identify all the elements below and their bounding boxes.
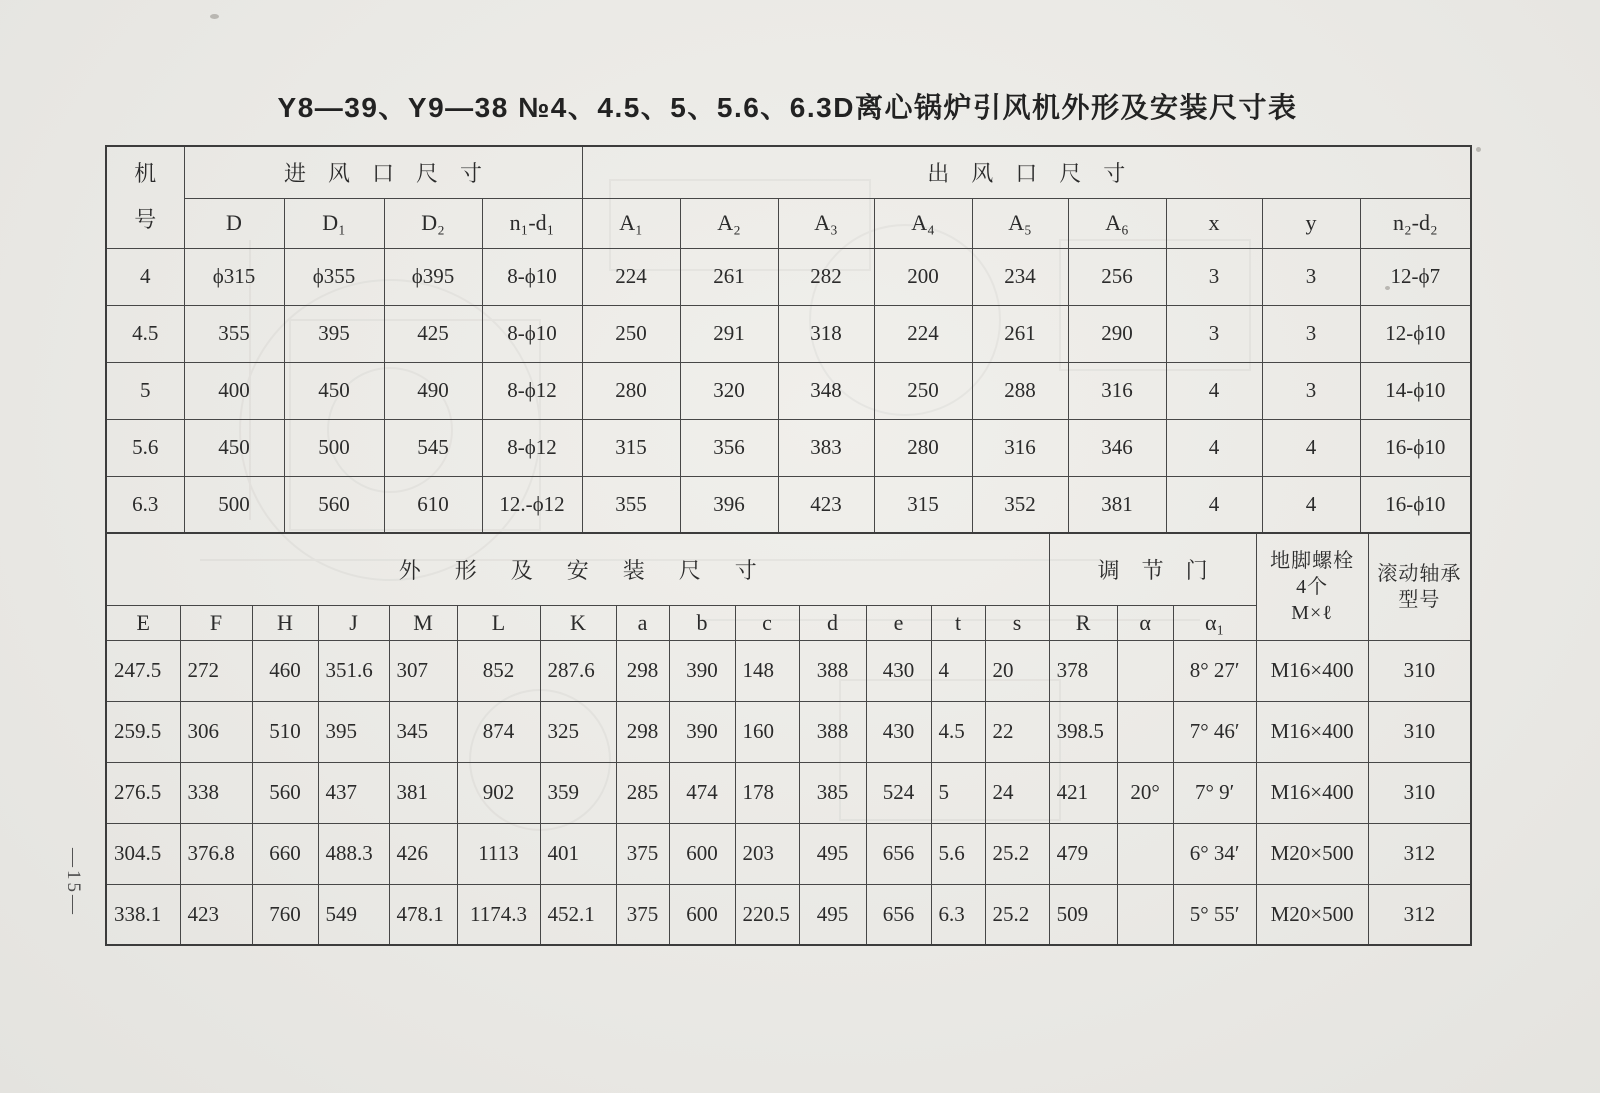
dimension-cell: 346 bbox=[1068, 419, 1166, 476]
dimension-cell: 315 bbox=[874, 476, 972, 533]
dimension-cell: 401 bbox=[540, 823, 616, 884]
table-row bbox=[106, 701, 1471, 762]
dimension-cell: 421 bbox=[1049, 762, 1117, 823]
scan-speck bbox=[210, 14, 219, 19]
anchor-bolt-header-line: M×ℓ bbox=[1291, 601, 1333, 624]
column-header: n₁-d₁ bbox=[482, 198, 582, 248]
dimension-cell: 426 bbox=[389, 823, 457, 884]
outlet-group-header: 出风口尺寸 bbox=[582, 146, 1471, 198]
dimension-cell: 256 bbox=[1068, 248, 1166, 305]
column-header: A₃ bbox=[778, 198, 874, 248]
dimension-cell: 234 bbox=[972, 248, 1068, 305]
dimension-cell: 560 bbox=[252, 762, 318, 823]
damper-group-header: 调节门 bbox=[1049, 533, 1256, 605]
dimension-cell: 423 bbox=[778, 476, 874, 533]
dimension-cell: 902 bbox=[457, 762, 540, 823]
dimension-cell: 4 bbox=[931, 640, 985, 701]
column-header: y bbox=[1262, 198, 1360, 248]
column-header: A₁ bbox=[582, 198, 680, 248]
dimension-cell: 348 bbox=[778, 362, 874, 419]
dimension-cell: 224 bbox=[874, 305, 972, 362]
dimension-cell: 282 bbox=[778, 248, 874, 305]
dimension-cell: 16-ϕ10 bbox=[1360, 419, 1471, 476]
dimension-cell: 500 bbox=[184, 476, 284, 533]
dimension-cell: 396 bbox=[680, 476, 778, 533]
dimension-cell: 280 bbox=[582, 362, 680, 419]
dimension-cell: 247.5 bbox=[106, 640, 180, 701]
machine-no-header-line: 机 bbox=[134, 161, 157, 187]
dimension-cell: 355 bbox=[582, 476, 680, 533]
bearing-model-header-line: 型号 bbox=[1398, 588, 1441, 611]
column-header: d bbox=[799, 605, 866, 640]
dimension-cell: 4 bbox=[1262, 476, 1360, 533]
dimension-cell: 6.3 bbox=[931, 884, 985, 945]
dimension-cell: 280 bbox=[874, 419, 972, 476]
column-header: e bbox=[866, 605, 931, 640]
dimension-cell: 22 bbox=[985, 701, 1049, 762]
dimension-cell: 488.3 bbox=[318, 823, 389, 884]
column-header: R bbox=[1049, 605, 1117, 640]
dimension-cell: 355 bbox=[184, 305, 284, 362]
dimension-cell: 250 bbox=[582, 305, 680, 362]
dimension-cell bbox=[1117, 884, 1173, 945]
dimension-cell: 549 bbox=[318, 884, 389, 945]
table-row bbox=[106, 762, 1471, 823]
column-header: n₂-d₂ bbox=[1360, 198, 1471, 248]
dimension-cell: 351.6 bbox=[318, 640, 389, 701]
dimension-cell: 4.5 bbox=[931, 701, 985, 762]
dimension-cell: 285 bbox=[616, 762, 669, 823]
dimension-cell: 310 bbox=[1368, 701, 1471, 762]
dimension-cell: 560 bbox=[284, 476, 384, 533]
column-header: a bbox=[616, 605, 669, 640]
dimension-cell: 325 bbox=[540, 701, 616, 762]
machine-no-cell: 4 bbox=[106, 248, 184, 305]
dimension-cell: 272 bbox=[180, 640, 252, 701]
dimension-cell: 356 bbox=[680, 419, 778, 476]
dimension-cell bbox=[1117, 823, 1173, 884]
column-header: K bbox=[540, 605, 616, 640]
anchor-bolt-header-line: 4个 bbox=[1296, 575, 1329, 598]
anchor-bolt-header bbox=[1256, 533, 1368, 640]
dimension-cell: 310 bbox=[1368, 640, 1471, 701]
dimension-cell: 12.-ϕ12 bbox=[482, 476, 582, 533]
dimension-cell: 385 bbox=[799, 762, 866, 823]
dimension-cell: 500 bbox=[284, 419, 384, 476]
dimension-cell: 425 bbox=[384, 305, 482, 362]
column-header: E bbox=[106, 605, 180, 640]
column-header: α bbox=[1117, 605, 1173, 640]
dimension-cell: 495 bbox=[799, 823, 866, 884]
dimension-cell: 4 bbox=[1166, 419, 1262, 476]
dimension-cell: 203 bbox=[735, 823, 799, 884]
dimension-cell: 298 bbox=[616, 640, 669, 701]
page-title: Y8—39、Y9—38 №4、4.5、5、5.6、6.3D离心锅炉引风机外形及安装尺寸表 bbox=[277, 92, 1298, 123]
dimension-cell: 352 bbox=[972, 476, 1068, 533]
dimension-cell: 24 bbox=[985, 762, 1049, 823]
dimension-cell: 8-ϕ10 bbox=[482, 305, 582, 362]
column-header: L bbox=[457, 605, 540, 640]
dimension-cell: 318 bbox=[778, 305, 874, 362]
dimension-cell: 345 bbox=[389, 701, 457, 762]
table-row bbox=[106, 419, 1471, 476]
column-header: b bbox=[669, 605, 735, 640]
table-row bbox=[106, 640, 1471, 701]
dimension-cell: ϕ315 bbox=[184, 248, 284, 305]
dimension-cell: 479 bbox=[1049, 823, 1117, 884]
column-header: F bbox=[180, 605, 252, 640]
dimension-cell: 545 bbox=[384, 419, 482, 476]
dimension-cell: 220.5 bbox=[735, 884, 799, 945]
dimension-cell: 312 bbox=[1368, 884, 1471, 945]
dimension-cell: 5.6 bbox=[931, 823, 985, 884]
table-row bbox=[106, 305, 1471, 362]
page-number: —15— bbox=[63, 848, 84, 917]
dimension-cell: 600 bbox=[669, 823, 735, 884]
dimension-cell: 7° 9′ bbox=[1173, 762, 1256, 823]
dimension-cell: 656 bbox=[866, 884, 931, 945]
dimension-cell: 261 bbox=[680, 248, 778, 305]
machine-no-cell: 5 bbox=[106, 362, 184, 419]
dimension-cell: M20×500 bbox=[1256, 823, 1368, 884]
column-header: D bbox=[184, 198, 284, 248]
dimension-cell: 288 bbox=[972, 362, 1068, 419]
dimension-cell: 359 bbox=[540, 762, 616, 823]
dimension-cell: 20° bbox=[1117, 762, 1173, 823]
dimension-cell: 316 bbox=[972, 419, 1068, 476]
column-header: H bbox=[252, 605, 318, 640]
dimension-cell: 375 bbox=[616, 884, 669, 945]
dimension-cell: 375 bbox=[616, 823, 669, 884]
inlet-group-header: 进风口尺寸 bbox=[184, 146, 582, 198]
dimension-cell: 310 bbox=[1368, 762, 1471, 823]
table-row bbox=[106, 884, 1471, 945]
dimension-cell: 423 bbox=[180, 884, 252, 945]
dimension-cell: 4 bbox=[1166, 476, 1262, 533]
dimension-cell: 383 bbox=[778, 419, 874, 476]
dimension-cell: M16×400 bbox=[1256, 762, 1368, 823]
column-header: c bbox=[735, 605, 799, 640]
table-row bbox=[106, 476, 1471, 533]
outline-group-header: 外形及安装尺寸 bbox=[106, 533, 1049, 605]
column-header: A₂ bbox=[680, 198, 778, 248]
dimension-cell: 395 bbox=[284, 305, 384, 362]
dimension-cell: 12-ϕ10 bbox=[1360, 305, 1471, 362]
column-header: A₄ bbox=[874, 198, 972, 248]
dimension-cell: 6° 34′ bbox=[1173, 823, 1256, 884]
dimension-cell: 852 bbox=[457, 640, 540, 701]
dimension-cell: 304.5 bbox=[106, 823, 180, 884]
dimension-cell: 378 bbox=[1049, 640, 1117, 701]
dimension-cell: 298 bbox=[616, 701, 669, 762]
dimension-cell: 276.5 bbox=[106, 762, 180, 823]
dimension-cell: 610 bbox=[384, 476, 482, 533]
dimension-cell: 478.1 bbox=[389, 884, 457, 945]
machine-no-cell: 6.3 bbox=[106, 476, 184, 533]
bearing-model-header bbox=[1368, 533, 1471, 640]
dimension-cell: ϕ355 bbox=[284, 248, 384, 305]
dimension-cell: 250 bbox=[874, 362, 972, 419]
column-header: A₆ bbox=[1068, 198, 1166, 248]
dimension-cell: M16×400 bbox=[1256, 640, 1368, 701]
dimension-cell: 452.1 bbox=[540, 884, 616, 945]
inlet-outlet-dimensions-table bbox=[105, 145, 1472, 534]
dimension-cell: 25.2 bbox=[985, 823, 1049, 884]
dimension-cell: 320 bbox=[680, 362, 778, 419]
scan-speck bbox=[1476, 147, 1481, 152]
dimension-cell: 5° 55′ bbox=[1173, 884, 1256, 945]
dimension-cell: 437 bbox=[318, 762, 389, 823]
dimension-cell: 390 bbox=[669, 640, 735, 701]
dimension-cell: 3 bbox=[1262, 248, 1360, 305]
dimension-cell: 3 bbox=[1166, 248, 1262, 305]
column-header: J bbox=[318, 605, 389, 640]
dimension-cell: 1174.3 bbox=[457, 884, 540, 945]
dimension-cell: 430 bbox=[866, 640, 931, 701]
dimension-cell: 8-ϕ12 bbox=[482, 419, 582, 476]
column-header: D₁ bbox=[284, 198, 384, 248]
dimension-cell: 306 bbox=[180, 701, 252, 762]
dimension-cell: 874 bbox=[457, 701, 540, 762]
column-header: t bbox=[931, 605, 985, 640]
bearing-model-header-line: 滚动轴承 bbox=[1377, 562, 1462, 585]
column-header: D₂ bbox=[384, 198, 482, 248]
machine-no-header-line: 号 bbox=[134, 207, 157, 233]
dimension-cell: 600 bbox=[669, 884, 735, 945]
dimension-cell: 5 bbox=[931, 762, 985, 823]
dimension-cell: 3 bbox=[1166, 305, 1262, 362]
dimension-cell: 200 bbox=[874, 248, 972, 305]
dimension-cell: 388 bbox=[799, 640, 866, 701]
dimension-cell: 4 bbox=[1166, 362, 1262, 419]
dimension-cell: 490 bbox=[384, 362, 482, 419]
dimension-cell: 312 bbox=[1368, 823, 1471, 884]
dimension-cell: 12-ϕ7 bbox=[1360, 248, 1471, 305]
column-header: A₅ bbox=[972, 198, 1068, 248]
dimension-cell: ϕ395 bbox=[384, 248, 482, 305]
dimension-cell: 16-ϕ10 bbox=[1360, 476, 1471, 533]
column-header: s bbox=[985, 605, 1049, 640]
dimension-cell: 660 bbox=[252, 823, 318, 884]
dimension-cell bbox=[1117, 640, 1173, 701]
dimension-cell: 261 bbox=[972, 305, 1068, 362]
dimension-cell: 510 bbox=[252, 701, 318, 762]
dimension-cell: 25.2 bbox=[985, 884, 1049, 945]
dimension-cell: 495 bbox=[799, 884, 866, 945]
dimension-cell: 178 bbox=[735, 762, 799, 823]
dimension-cell: M20×500 bbox=[1256, 884, 1368, 945]
dimension-cell: 656 bbox=[866, 823, 931, 884]
anchor-bolt-header-line: 地脚螺栓 bbox=[1270, 549, 1355, 572]
dimension-cell: 430 bbox=[866, 701, 931, 762]
table-row bbox=[106, 823, 1471, 884]
dimension-cell: 3 bbox=[1262, 305, 1360, 362]
dimension-cell: 524 bbox=[866, 762, 931, 823]
dimension-cell: 259.5 bbox=[106, 701, 180, 762]
dimension-cell: 400 bbox=[184, 362, 284, 419]
dimension-cell: 316 bbox=[1068, 362, 1166, 419]
dimension-cell: 509 bbox=[1049, 884, 1117, 945]
dimension-cell: 287.6 bbox=[540, 640, 616, 701]
dimension-cell: 291 bbox=[680, 305, 778, 362]
machine-no-cell: 5.6 bbox=[106, 419, 184, 476]
dimension-cell: 3 bbox=[1262, 362, 1360, 419]
dimension-cell: 290 bbox=[1068, 305, 1166, 362]
dimension-cell: 8° 27′ bbox=[1173, 640, 1256, 701]
dimension-cell: M16×400 bbox=[1256, 701, 1368, 762]
dimension-cell: 160 bbox=[735, 701, 799, 762]
dimension-cell: 460 bbox=[252, 640, 318, 701]
dimension-cell: 8-ϕ12 bbox=[482, 362, 582, 419]
column-header: α₁ bbox=[1173, 605, 1256, 640]
dimension-cell: 7° 46′ bbox=[1173, 701, 1256, 762]
dimension-cell: 338 bbox=[180, 762, 252, 823]
dimension-cell: 4 bbox=[1262, 419, 1360, 476]
dimension-cell: 307 bbox=[389, 640, 457, 701]
dimension-cell: 395 bbox=[318, 701, 389, 762]
dimension-cell: 388 bbox=[799, 701, 866, 762]
dimension-cell: 315 bbox=[582, 419, 680, 476]
dimension-cell: 148 bbox=[735, 640, 799, 701]
dimension-cell: 474 bbox=[669, 762, 735, 823]
dimension-cell: 1113 bbox=[457, 823, 540, 884]
dimension-cell: 20 bbox=[985, 640, 1049, 701]
dimension-cell: 14-ϕ10 bbox=[1360, 362, 1471, 419]
machine-no-header bbox=[106, 146, 184, 248]
outline-installation-dimensions-table bbox=[105, 532, 1472, 946]
dimension-cell: 398.5 bbox=[1049, 701, 1117, 762]
dimension-cell: 381 bbox=[389, 762, 457, 823]
table-row bbox=[106, 248, 1471, 305]
dimension-cell: 390 bbox=[669, 701, 735, 762]
dimension-cell: 376.8 bbox=[180, 823, 252, 884]
dimension-cell: 760 bbox=[252, 884, 318, 945]
column-header: x bbox=[1166, 198, 1262, 248]
dimension-cell: 450 bbox=[184, 419, 284, 476]
machine-no-cell: 4.5 bbox=[106, 305, 184, 362]
column-header: M bbox=[389, 605, 457, 640]
dimension-cell: 450 bbox=[284, 362, 384, 419]
dimension-cell bbox=[1117, 701, 1173, 762]
dimension-cell: 338.1 bbox=[106, 884, 180, 945]
dimension-cell: 381 bbox=[1068, 476, 1166, 533]
table-row bbox=[106, 362, 1471, 419]
dimension-cell: 224 bbox=[582, 248, 680, 305]
dimension-cell: 8-ϕ10 bbox=[482, 248, 582, 305]
